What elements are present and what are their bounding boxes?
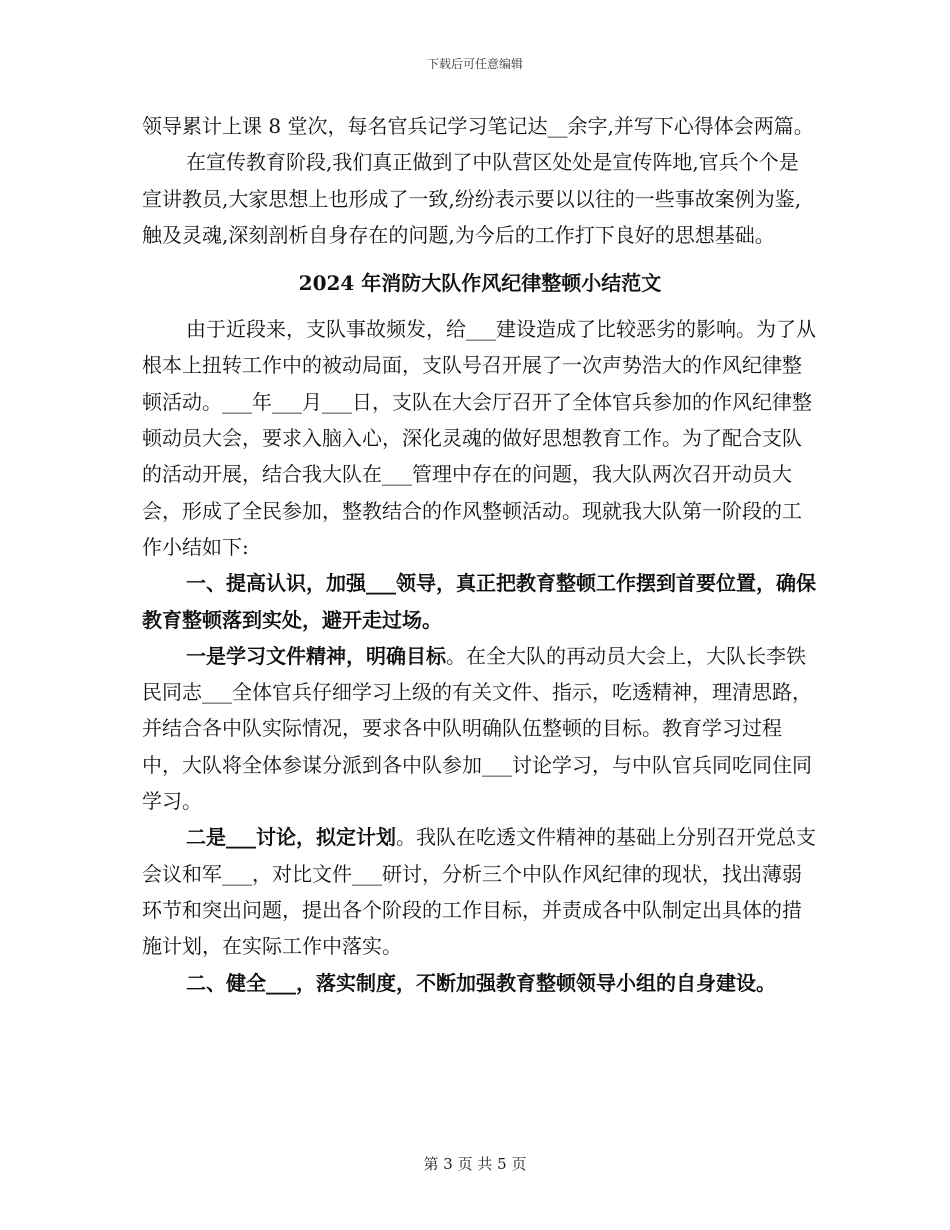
paragraph-body-discussion: 。我队在吃透文件精神的基础上分别召开党总支会议和军___，对比文件___研讨，分析三个中队作风纪律的现状，找出薄弱环节和突出问题，提出各个阶段的工作目标，并责成各中队制定出具体的措施计划，在实际工作中落实。	[142, 825, 816, 959]
paragraph-body-study: 。在全大队的再动员大会上，大队长李铁民同志___全体官兵仔细学习上级的有关文件、指示，吃透精神，理清思路，并结合各中队实际情况，要求各中队明确队伍整顿的目标。教育学习过程中，大队将全体参谋分派到各中队参加___讨论学习，与中队官兵同吃同住同学习。	[142, 643, 812, 814]
section-heading-1: 一、提高认识，加强___领导，真正把教育整顿工作摆到首要位置，确保教育整顿落到实处，避开走过场。	[142, 571, 816, 632]
document-title: 2024 年消防大队作风纪律整顿小结范文	[298, 271, 662, 296]
paragraph-discussion-plan	[142, 819, 818, 964]
section-heading-2: 二、健全___，落实制度，不断加强教育整顿领导小组的自身建设。	[186, 970, 776, 995]
paragraph-study-documents	[142, 638, 818, 819]
page-number: 第 3 页 共 5 页	[423, 1155, 527, 1173]
paragraph-lead-study: 一是学习文件精神，明确目标	[186, 643, 446, 668]
paragraph-background: 由于近段来，支队事故频发，给___建设造成了比较恶劣的影响。为了从根本上扭转工作中的被动局面，支队号召开展了一次声势浩大的作风纪律整顿活动。___年___月___日，支队在大会厅召开了全体官兵参加的作风纪律整顿动员大会，要求入脑入心，深化灵魂的做好思想教育工作。为了配合支队的活动开展，结合我大队在___管理中存在的问题，我大队两次召开动员大会，形成了全民参加，整教结合的作风整顿活动。现就我大队第一阶段的工作小结如下:	[142, 317, 816, 559]
paragraph-continuation: 领导累计上课 8 堂次，每名官兵记学习笔记达__余字,并写下心得体会两篇。	[142, 114, 814, 138]
paragraph-lead-discussion: 二是___讨论，拟定计划	[186, 825, 396, 850]
document-body	[142, 108, 818, 1001]
page-header-note: 下载后可任意编辑	[426, 57, 523, 71]
paragraph-publicity: 在宣传教育阶段,我们真正做到了中队营区处处是宣传阵地,官兵个个是宣讲教员,大家思想上也形成了一致,纷纷表示要以以往的一些事故案例为鉴,触及灵魂,深刻剖析自身存在的问题,为今后的工作打下良好的思想基础。	[142, 150, 802, 247]
